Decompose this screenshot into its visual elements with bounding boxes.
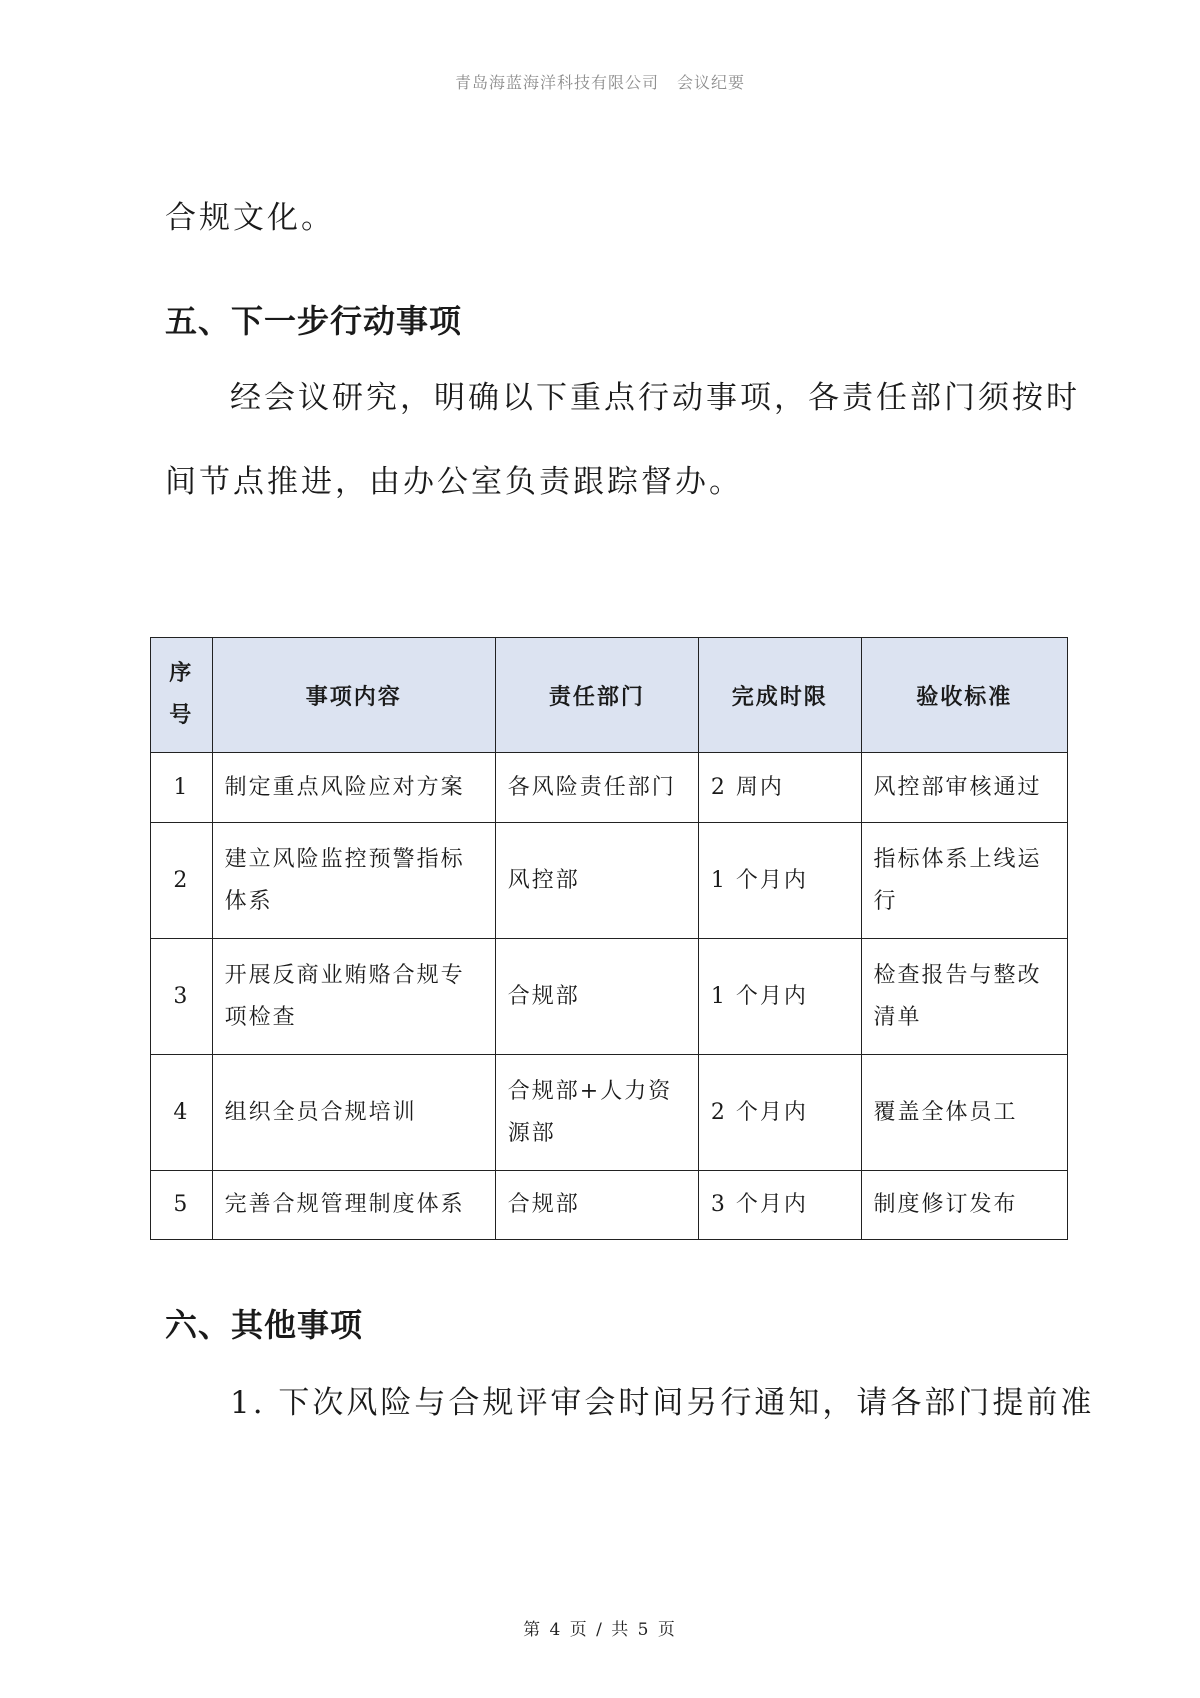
- header-no-line-2: 号: [169, 703, 194, 728]
- cell-no: 5: [151, 1171, 213, 1240]
- section-5-heading: 五、下一步行动事项: [165, 302, 463, 340]
- table-header-row: [151, 638, 1068, 753]
- section-5-para-line-1: 经会议研究，明确以下重点行动事项，各责任部门须按时: [230, 380, 1080, 416]
- header-doc-type: 会议纪要: [677, 73, 746, 92]
- table-row: [151, 1171, 1068, 1240]
- page-footer: 第 4 页 / 共 5 页: [523, 1620, 677, 1640]
- cell-dept: 各风险责任部门: [495, 753, 698, 823]
- section-5-para-line-2: 间节点推进，由办公室负责跟踪督办。: [165, 464, 743, 500]
- action-items-table: [150, 637, 1068, 1240]
- section-6-item-1: 1. 下次风险与合规评审会时间另行通知，请各部门提前准: [230, 1385, 1095, 1421]
- page-header: [0, 70, 1200, 93]
- cell-criteria: 制度修订发布: [861, 1171, 1067, 1240]
- cell-item: 制定重点风险应对方案: [212, 753, 495, 823]
- continuation-text: 合规文化。: [165, 200, 335, 236]
- cell-criteria: 风控部审核通过: [861, 753, 1067, 823]
- table-row: [151, 753, 1068, 823]
- header-dept: 责任部门: [495, 638, 698, 753]
- cell-item: 开展反商业贿赂合规专项检查: [212, 939, 495, 1055]
- table-row: [151, 823, 1068, 939]
- cell-no: 2: [151, 823, 213, 939]
- cell-deadline: 1 个月内: [698, 939, 861, 1055]
- cell-criteria: 覆盖全体员工: [861, 1055, 1067, 1171]
- cell-deadline: 3 个月内: [698, 1171, 861, 1240]
- cell-item: 建立风险监控预警指标体系: [212, 823, 495, 939]
- table-row: [151, 939, 1068, 1055]
- cell-deadline: 1 个月内: [698, 823, 861, 939]
- cell-dept: 合规部: [495, 1171, 698, 1240]
- header-criteria: 验收标准: [861, 638, 1067, 753]
- table-row: [151, 1055, 1068, 1171]
- section-6-heading: 六、其他事项: [165, 1306, 364, 1344]
- cell-item: 完善合规管理制度体系: [212, 1171, 495, 1240]
- header-no: [151, 638, 213, 753]
- cell-dept: 风控部: [495, 823, 698, 939]
- cell-deadline: 2 周内: [698, 753, 861, 823]
- cell-no: 1: [151, 753, 213, 823]
- cell-criteria: 检查报告与整改清单: [861, 939, 1067, 1055]
- cell-deadline: 2 个月内: [698, 1055, 861, 1171]
- cell-dept: 合规部: [495, 939, 698, 1055]
- cell-no: 3: [151, 939, 213, 1055]
- header-no-line-1: 序: [169, 661, 194, 687]
- header-company: 青岛海蓝海洋科技有限公司: [454, 73, 659, 92]
- cell-item: 组织全员合规培训: [212, 1055, 495, 1171]
- cell-criteria: 指标体系上线运行: [861, 823, 1067, 939]
- cell-dept: 合规部+人力资源部: [495, 1055, 698, 1171]
- cell-no: 4: [151, 1055, 213, 1171]
- header-deadline: 完成时限: [698, 638, 861, 753]
- header-item: 事项内容: [212, 638, 495, 753]
